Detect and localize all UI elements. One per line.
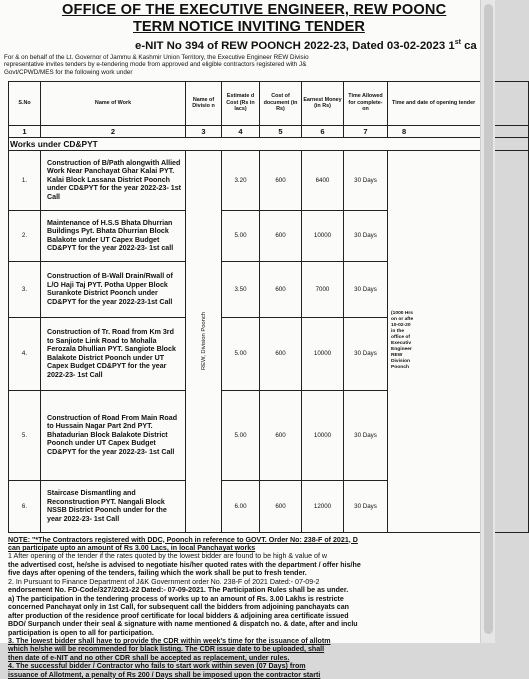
nit-line: e-NIT No 394 of REW POONCH 2022-23, Dated 03-02-2023 1st ca xyxy=(135,39,477,52)
vertical-scrollbar[interactable] xyxy=(480,0,495,643)
opening-time-remark: (1000 Hrs on or afte 10-02-20 in the office of Executiv Engineer REW Division Poonch xyxy=(388,150,529,532)
table-row: 4. Construction of Tr. Road from Km 3rd to Sanjiote Link Road to Mohalla Ferozala Dhullian PYT. Sangiote Block Balakote District Poonch under UT Capex Budget CD&PYT for the year 2022-23- 1st Call 5.00 600 10000 30 Days xyxy=(9,317,529,390)
section-row xyxy=(9,137,529,150)
table-row: 3. Construction of B-Wall Drain/Rwall of L/O Haji Taj PYT. Potha Upper Block Surankote District Poonch under CD&PYT for the year 2022-23-1st Call 3.50 600 7000 30 Days xyxy=(9,261,529,317)
note-1: 1 After opening of the tender if the rates quoted by the lowest bidder are found to be high & value of w xyxy=(8,552,328,561)
col-header-estimated-cost: Estimate d Cost (Rs in lacs) xyxy=(222,81,260,125)
note-contractors: NOTE: "*The Contractors registered with DDC, Poonch in reference to GOVT. Order No: 238-F of 2021, D xyxy=(8,535,358,544)
table-header-row xyxy=(9,81,529,125)
works-table xyxy=(8,81,529,533)
table-row: 5. Construction of Road From Main Road to Hussain Nagar Part 2nd PYT. Bhatadurian Block Balakote District Poonch under UT Capex Budget CD&PYT for the year 2022-23- 1st Call 5.00 600 10000 30 Days xyxy=(9,390,529,480)
col-header-time-allowed: Time Allowed for complete- on xyxy=(344,81,388,125)
intro-paragraph: For & on behalf of the Lt. Governor of Jammu & Kashmir Union Territory, the Executive Engineer REW Divisio representative invites tenders by e-tendering mode from approved and eligible contractors registered with J& Govt/CPWD/MES for the following work under xyxy=(4,53,309,76)
section-title: Works under CD&PYT xyxy=(9,137,529,150)
col-header-document-cost: Cost of document (in Rs) xyxy=(260,81,302,125)
col-header-opening-time: Time and date of opening tender xyxy=(388,81,529,125)
table-row: 6. Staircase Dismantling and Reconstruction PYT. Nangali Block NSSB District Poonch under for the year 2022-23- 1st Call 6.00 600 12000 30 Days xyxy=(9,480,529,532)
note-3: 3. The lowest bidder shall have to provide the CDR within week's time for the issuance of allotm xyxy=(8,637,331,646)
table-row: 1. Construction of B/Path alongwith Allied Work Near Panchayat Ghar Kalai PYT. Kalai Block Lassana District Poonch under CD&PYT for the year 2022-23- 1st Call REW, Division Poonch 3.20 600 6400 30 Days (1000 Hrs on or afte 10-02-20 in the office of Executiv Engineer REW Division Poonch xyxy=(9,150,529,210)
note-4: 4. The successful bidder / Contractor who fails to start work within seven (07 Days) from xyxy=(8,662,306,671)
table-row: 2. Maintenance of H.S.S Bhata Dhurrian Buildings Pyt. Bhata Dhurrian Block Balakote under UT Capex Budget CD&PYT for the year 2022-23- 1st call 5.00 600 10000 30 Days xyxy=(9,210,529,261)
col-header-division: Name of Divisio n xyxy=(186,81,222,125)
col-header-name-of-work: Name of Work xyxy=(41,81,186,125)
scrollbar-thumb[interactable] xyxy=(484,4,493,634)
division-cell: REW, Division Poonch xyxy=(186,150,222,532)
notice-title: TERM NOTICE INVITING TENDER xyxy=(133,19,365,35)
column-number-row: 1 2 3 4 5 6 7 8 xyxy=(9,125,529,137)
notes-section: NOTE: "*The Contractors registered with DDC, Poonch in reference to GOVT. Order No: 238-F of 2021, D can participate upto an amount of Rs 3.00 Lacs, in local Panchayat works 1 After opening of the tender if the rates quoted by the lowest bidder are found to be high & value of w the advertised cost, he/she is advised to negotiate his/her quoted rates with the department / offer his/he five days after opening of the tenders, failing which the work shall be put to fresh tender. 2. In Pursuant to Finance Department of J&K Government order No. 238-F of 2021 Dated:- 07-09-2 endorsement No. FD-Code/327/2021-22 Dated:- 07-09-2021. The Participation Rules shall be as under. a) The participation in the tendering process of works up to an amount of Rs. 3.00 Lakhs is restricte concerned Panchayat only in 1st Call, for subsequent call the bidders from adjoining panchayats can after production of the residence proof certificate for local bidders & adjoining area certificate issued BDO/ Surpanch under their seal & signature with name mentioned & dispatch no. & date, after and inclu participation is open to all for participation. 3. The lowest bidder shall have to provide the CDR within week's time for the issuance of allotm which he/she will be recommended for black listing. The CDR issue date to be uploaded, shall then date of e-NIT and no other CDR shall be accepted as replacement, under rules. 4. The successful bidder / Contractor who fails to start work within seven (07 Days) from issuance of Allotment, a penalty of Rs 200 / Days shall be imposed upon the contractor starti xyxy=(8,536,480,679)
col-header-earnest-money: Earnest Money (in Rs) xyxy=(302,81,344,125)
col-header-sno: S.No xyxy=(9,81,41,125)
office-title: OFFICE OF THE EXECUTIVE ENGINEER, REW POONC xyxy=(62,2,447,18)
note-2: 2. In Pursuant to Finance Department of J&K Government order No. 238-F of 2021 Dated:- 07-09-2 xyxy=(8,577,320,586)
